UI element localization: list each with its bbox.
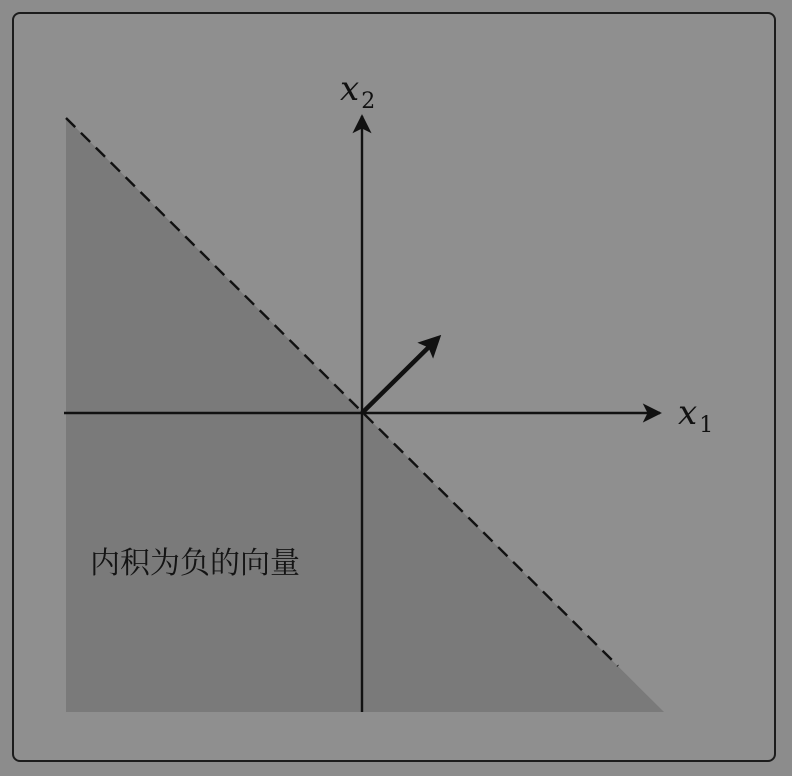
x2-label-var: x	[340, 69, 360, 109]
x2-axis-label	[340, 69, 376, 114]
region-label: 内积为负的向量	[90, 546, 300, 581]
x2-label-sub: 2	[361, 89, 376, 114]
x1-label-var: x	[678, 393, 698, 433]
x1-label-sub: 1	[699, 413, 714, 438]
x1-axis-label	[678, 393, 714, 438]
vector-arrow	[362, 338, 438, 413]
